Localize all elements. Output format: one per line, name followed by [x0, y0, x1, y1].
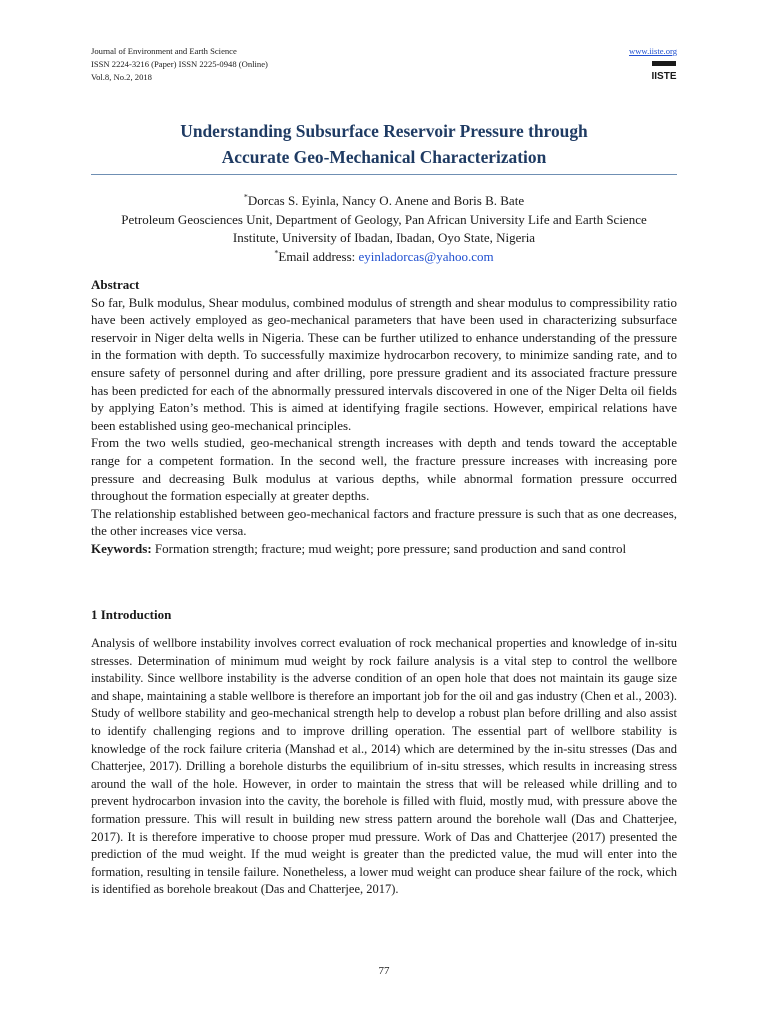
keywords-text: Formation strength; fracture; mud weight; pore pressure; sand production and sand control — [151, 540, 627, 556]
email-link[interactable]: eyinladorcas@yahoo.com — [358, 248, 494, 264]
affiliation-line-1: Petroleum Geosciences Unit, Department of Geology, Pan African University Life and Earth Science — [121, 211, 647, 227]
svg-text:IISTE: IISTE — [651, 71, 677, 82]
abstract-paragraph-3: The relationship established between geo-mechanical factors and fracture pressure is such that as one decreases, the other increases vice versa. — [91, 505, 677, 539]
volume-line: Vol.8, No.2, 2018 — [91, 72, 152, 82]
journal-name: Journal of Environment and Earth Science — [91, 46, 237, 56]
email-label: Email address: — [278, 248, 359, 264]
page-number: 77 — [378, 965, 390, 977]
paper-title — [91, 118, 677, 170]
author-names — [91, 192, 677, 211]
title-line-1: Understanding Subsurface Reservoir Pressure through — [180, 121, 588, 141]
abstract-heading: Abstract — [91, 277, 140, 292]
affiliation-line-2: Institute, University of Ibadan, Ibadan, Oyo State, Nigeria — [232, 230, 536, 245]
corresponding-marker: * — [243, 192, 248, 202]
keywords-line — [91, 540, 677, 558]
author-names-text: Dorcas S. Eyinla, Nancy O. Anene and Boris B. Bate — [247, 193, 525, 208]
abstract-paragraph-2: From the two wells studied, geo-mechanical strength increases with depth and tends toward the acceptable range for a competent formation. In the second well, the fracture pressure increases with increasing pore pressure and decreasing Bulk modulus at various depths, while abnormal formation pressure occurred throughout the formation especially at greater depths. — [91, 435, 677, 504]
iiste-logo — [651, 60, 677, 82]
running-header — [91, 45, 677, 95]
keywords-label: Keywords: — [91, 540, 152, 556]
abstract-section — [91, 276, 677, 558]
abstract-paragraph-1: So far, Bulk modulus, Shear modulus, combined modulus of strength and shear modulus to compressibility ratio have been actively employed as geo-mechanical parameters that have been used in characterizing subsurface reservoir in Niger delta wells in Nigeria. These can be further utilized to enhance understanding of the pressure in the formation with depth. To successfully maximize hydrocarbon recovery, to minimize sanding rate, and to ensure safety of personnel during and after drilling, pore pressure gradient and its associated fracture pressure has been predicted for each of the abnormally pressured intervals discovered in one of the Niger Delta oil fields by applying Eaton’s method. This is aimed at identifying fragile sections. However, empirical relations have been established using geo-mechanical principles. — [91, 294, 677, 433]
introduction-heading: 1 Introduction — [91, 607, 172, 622]
journal-website-link[interactable]: www.iiste.org — [629, 46, 677, 56]
title-line-2: Accurate Geo-Mechanical Characterization — [221, 147, 547, 167]
email-marker: * — [274, 248, 279, 258]
introduction-paragraph: Analysis of wellbore instability involves correct evaluation of rock mechanical properties and knowledge of in-situ stresses. Determination of minimum mud weight by rock failure analysis is a vital step to control the wellbore instability. Since wellbore instability is the adverse condition of an open hole that does not maintain its gauge size and shape, maintaining a stable wellbore is therefore an important job for the oil and gas industry (Chen et al., 2003). Study of wellbore stability and geo-mechanical strength help to develop a robust plan before drilling and also assist to identify challenging regions and to improve drilling operation. The essential part of wellbore stability is knowledge of the rock failure criteria (Manshad et al., 2014) which are determined by the in-situ stresses (Das and Chatterjee, 2017). Drilling a borehole disturbs the equilibrium of in-situ stresses, which results in increasing stress around the wall of the hole. However, in order to maintain the stress that will be released while drilling and to prevent hydrocarbon invasion into the cavity, the borehole is filled with fluid, mostly mud, with pressure above the formation pressure. This will result in building new stress pattern around the borehole wall (Das and Chatterjee, 2017). It is therefore imperative to choose proper mud pressure. Work of Das and Chatterjee (2017) presented the prediction of the mud weight. If the mud weight is greater than the predicted value, the mud will enter into the formation, resulting in tensile failure. Nonetheless, a lower mud weight can produce shear failure of the rock, which is identified as borehole breakout (Das and Chatterjee, 2017). — [91, 636, 677, 897]
email-line — [91, 248, 677, 267]
issn-line: ISSN 2224-3216 (Paper) ISSN 2225-0948 (Online) — [91, 59, 268, 69]
title-divider — [91, 174, 677, 175]
author-block — [91, 192, 677, 266]
